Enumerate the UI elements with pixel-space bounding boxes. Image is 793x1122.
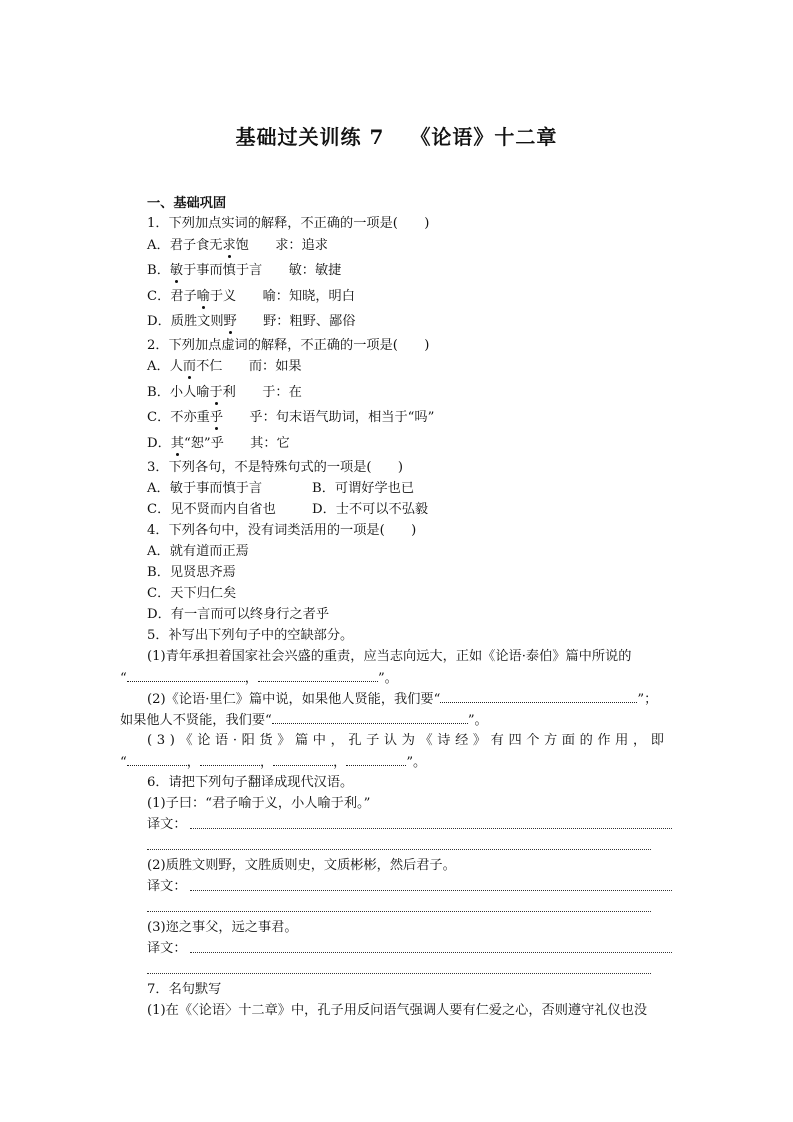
blank[interactable] (346, 753, 406, 766)
answer-line[interactable] (147, 911, 651, 912)
q1-option-d: D．质胜文则野 野：粗野、鄙俗 (147, 314, 356, 329)
blank[interactable] (273, 753, 333, 766)
q6-sentence-2: (2)质胜文则野，文胜质则史，文质彬彬，然后君子。 (147, 858, 456, 873)
q6-stem: 6．请把下列句子翻译成现代汉语。 (147, 775, 354, 790)
blank[interactable] (272, 711, 468, 724)
answer-line[interactable] (190, 952, 672, 953)
q6-label-1: 译文： (147, 817, 187, 832)
q3-stem: 3．下列各句，不是特殊句式的一项是( ) (147, 460, 404, 475)
blank[interactable] (258, 669, 378, 682)
q5-p1-text: (1)青年承担着国家社会兴盛的重责，应当志向远大，正如《论语·泰伯》篇中所说的 (147, 649, 632, 664)
answer-line[interactable] (147, 973, 651, 974)
q4-option-d: D．有一言而可以终身行之者乎 (147, 607, 330, 622)
q3-options-ab: A．敏于事而慎于言 B．可谓好学也已 (147, 481, 415, 496)
q1-option-c: C．君子喻于义 喻：知晓，明白 (147, 289, 355, 304)
blank[interactable] (127, 669, 245, 682)
answer-line[interactable] (190, 890, 672, 891)
q5-p1-blanks: “ ， ”。 (120, 671, 398, 686)
answer-line[interactable] (190, 828, 672, 829)
q6-sentence-1: (1)子曰：“君子喻于义，小人喻于利。” (147, 796, 371, 811)
q6-sentence-3: (3)迩之事父，远之事君。 (147, 920, 298, 935)
page-title (0, 121, 793, 150)
q1-stem: 1．下列加点实词的解释，不正确的一项是( ) (147, 216, 430, 231)
blank[interactable] (200, 753, 260, 766)
q5-p2-line2: 如果他人不贤能，我们要“ ”。 (120, 713, 488, 728)
blank[interactable] (127, 753, 187, 766)
q1-option-b: B．敏于事而慎于言 敏：敏捷 (147, 263, 342, 278)
q4-option-b: B．见贤思齐焉 (147, 565, 236, 580)
q2-option-c: C．不亦重乎 乎：句末语气助词，相当于“吗” (147, 410, 435, 425)
q3-options-cd: C．见不贤而内自省也 D．士不可以不弘毅 (147, 502, 429, 517)
q2-option-b: B．小人喻于利 于：在 (147, 385, 302, 400)
q4-option-a: A．就有道而正焉 (147, 544, 249, 559)
q5-p3-text: (3)《论语·阳货》篇中，孔子认为《诗经》有四个方面的作用，即 (147, 733, 669, 748)
q2-stem: 2．下列加点虚词的解释，不正确的一项是( ) (147, 338, 430, 353)
section-heading: 一、基础巩固 (147, 196, 227, 211)
q4-option-c: C．天下归仁矣 (147, 586, 237, 601)
q6-label-2: 译文： (147, 879, 187, 894)
q5-p3-blanks: “ ， ， ， ”。 (120, 755, 427, 770)
title-right: 《论语》十二章 (410, 125, 558, 149)
q2-option-a: A．人而不仁 而：如果 (147, 359, 302, 374)
q7-sentence-1: (1)在《〈论语〉十二章》中，孔子用反问语气强调人要有仁爱之心，否则遵守礼仪也没 (147, 1003, 648, 1018)
q7-stem: 7．名句默写 (147, 982, 222, 997)
q2-option-d: D．其“恕”乎 其：它 (147, 436, 290, 451)
q5-p2-line1: (2)《论语·里仁》篇中说，如果他人贤能，我们要“ ”； (147, 692, 658, 707)
q4-stem: 4．下列各句中，没有词类活用的一项是( ) (147, 523, 417, 538)
title-left: 基础过关训练 7 (235, 125, 385, 149)
q1-option-a: A．君子食无求饱 求：追求 (147, 238, 328, 253)
q5-stem: 5．补写出下列句子中的空缺部分。 (147, 628, 354, 643)
blank[interactable] (440, 690, 637, 703)
q6-label-3: 译文： (147, 941, 187, 956)
answer-line[interactable] (147, 849, 651, 850)
